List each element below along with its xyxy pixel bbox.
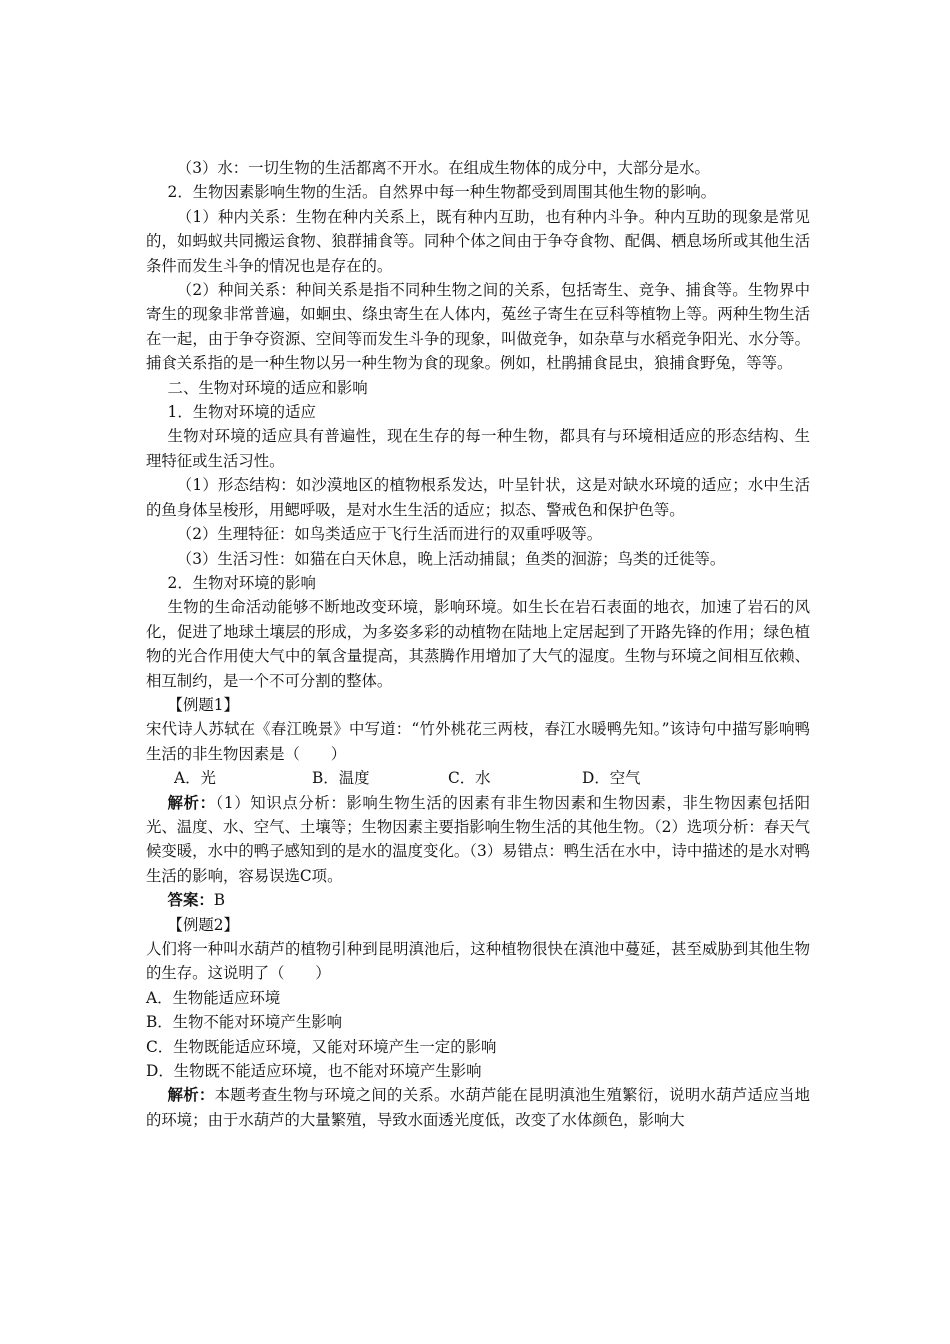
example2-analysis	[146, 1083, 810, 1132]
subsection-heading: 2．生物对环境的影响	[167, 573, 316, 592]
analysis-label: 解析：	[167, 793, 216, 812]
subsection-heading: 1．生物对环境的适应	[167, 403, 316, 422]
section-heading: 二、生物对环境的适应和影响	[167, 378, 368, 397]
option-c: C．生物既能适应环境，又能对环境产生一定的影响	[146, 1037, 497, 1056]
example1-heading: 【例题1】	[167, 695, 239, 714]
document-page	[146, 156, 810, 1132]
option-a: A．生物能适应环境	[146, 988, 281, 1007]
example1-options	[146, 766, 810, 790]
analysis-text: 本题考查生物与环境之间的关系。水葫芦能在昆明滇池生殖繁衍，说明水葫芦适应当地的环境；由于水葫芦的大量繁殖，导致水面透光度低，改变了水体颜色，影响大	[146, 1086, 810, 1129]
paragraph: 生物的生命活动能够不断地改变环境，影响环境。如生长在岩石表面的地衣，加速了岩石的风化，促进了地球土壤层的形成，为多姿多彩的动植物在陆地上定居起到了开路先锋的作用；绿色植物的光合作用使大气中的氧含量提高，其蒸腾作用增加了大气的湿度。生物与环境之间相互依赖、相互制约，是一个不可分割的整体。	[146, 598, 810, 690]
answer-text: B	[213, 891, 226, 910]
example2-question: 人们将一种叫水葫芦的植物引种到昆明滇池后，这种植物很快在滇池中蔓延，甚至威胁到其他生物的生存。这说明了（ ）	[146, 940, 810, 983]
paragraph: （3）生活习性：如猫在白天休息，晚上活动捕鼠；鱼类的洄游；鸟类的迁徙等。	[176, 549, 726, 568]
example2-heading: 【例题2】	[167, 915, 239, 934]
example1-answer	[146, 888, 810, 912]
paragraph: （1）形态结构：如沙漠地区的植物根系发达，叶呈针状，这是对缺水环境的适应；水中生活的鱼身体呈梭形，用鳃呼吸，是对水生生活的适应；拟态、警戒色和保护色等。	[146, 476, 810, 519]
analysis-text: （1）知识点分析：影响生物生活的因素有非生物因素和生物因素，非生物因素包括阳光、温度、水、空气、土壤等；生物因素主要指影响生物生活的其他生物。（2）选项分析：春天气候变暖，水中的鸭子感知到的是水的温度变化。（3）易错点：鸭生活在水中，诗中描述的是水对鸭生活的影响，容易误选C项。	[146, 793, 810, 885]
option-d: D．生物既不能适应环境，也不能对环境产生影响	[146, 1062, 482, 1081]
example1-analysis	[146, 791, 810, 889]
option-c: C．水	[448, 769, 491, 788]
option-a: A．光	[174, 769, 216, 788]
option-d: D．空气	[582, 769, 641, 788]
option-b: B．生物不能对环境产生影响	[146, 1013, 342, 1032]
analysis-label: 解析：	[167, 1086, 215, 1105]
paragraph: （2）生理特征：如鸟类适应于飞行生活而进行的双重呼吸等。	[176, 525, 603, 544]
paragraph: （1）种内关系：生物在种内关系上，既有种内互助，也有种内斗争。种内互助的现象是常见的，如蚂蚁共同搬运食物、狼群捕食等。同种个体之间由于争夺食物、配偶、栖息场所或其他生活条件而发生斗争的情况也是存在的。	[146, 207, 810, 275]
answer-label: 答案：	[167, 891, 214, 910]
paragraph: （2）种间关系：种间关系是指不同种生物之间的关系，包括寄生、竞争、捕食等。生物界中寄生的现象非常普遍，如蛔虫、绦虫寄生在人体内，菟丝子寄生在豆科等植物上等。两种生物生活在一起，由于争夺资源、空间等而发生斗争的现象，叫做竞争，如杂草与水稻竞争阳光、水分等。捕食关系指的是一种生物以另一种生物为食的现象。例如，杜鹃捕食昆虫，狼捕食野兔，等等。	[146, 281, 810, 373]
option-b: B．温度	[312, 769, 370, 788]
paragraph: 生物对环境的适应具有普遍性，现在生存的每一种生物，都具有与环境相适应的形态结构、生理特征或生活习性。	[146, 427, 810, 470]
example1-question: 宋代诗人苏轼在《春江晚景》中写道：“竹外桃花三两枝，春江水暖鸭先知。”该诗句中描写影响鸭生活的非生物因素是（ ）	[146, 720, 810, 763]
paragraph: 2．生物因素影响生物的生活。自然界中每一种生物都受到周围其他生物的影响。	[167, 183, 717, 202]
paragraph: （3）水：一切生物的生活都离不开水。在组成生物体的成分中，大部分是水。	[176, 159, 710, 177]
